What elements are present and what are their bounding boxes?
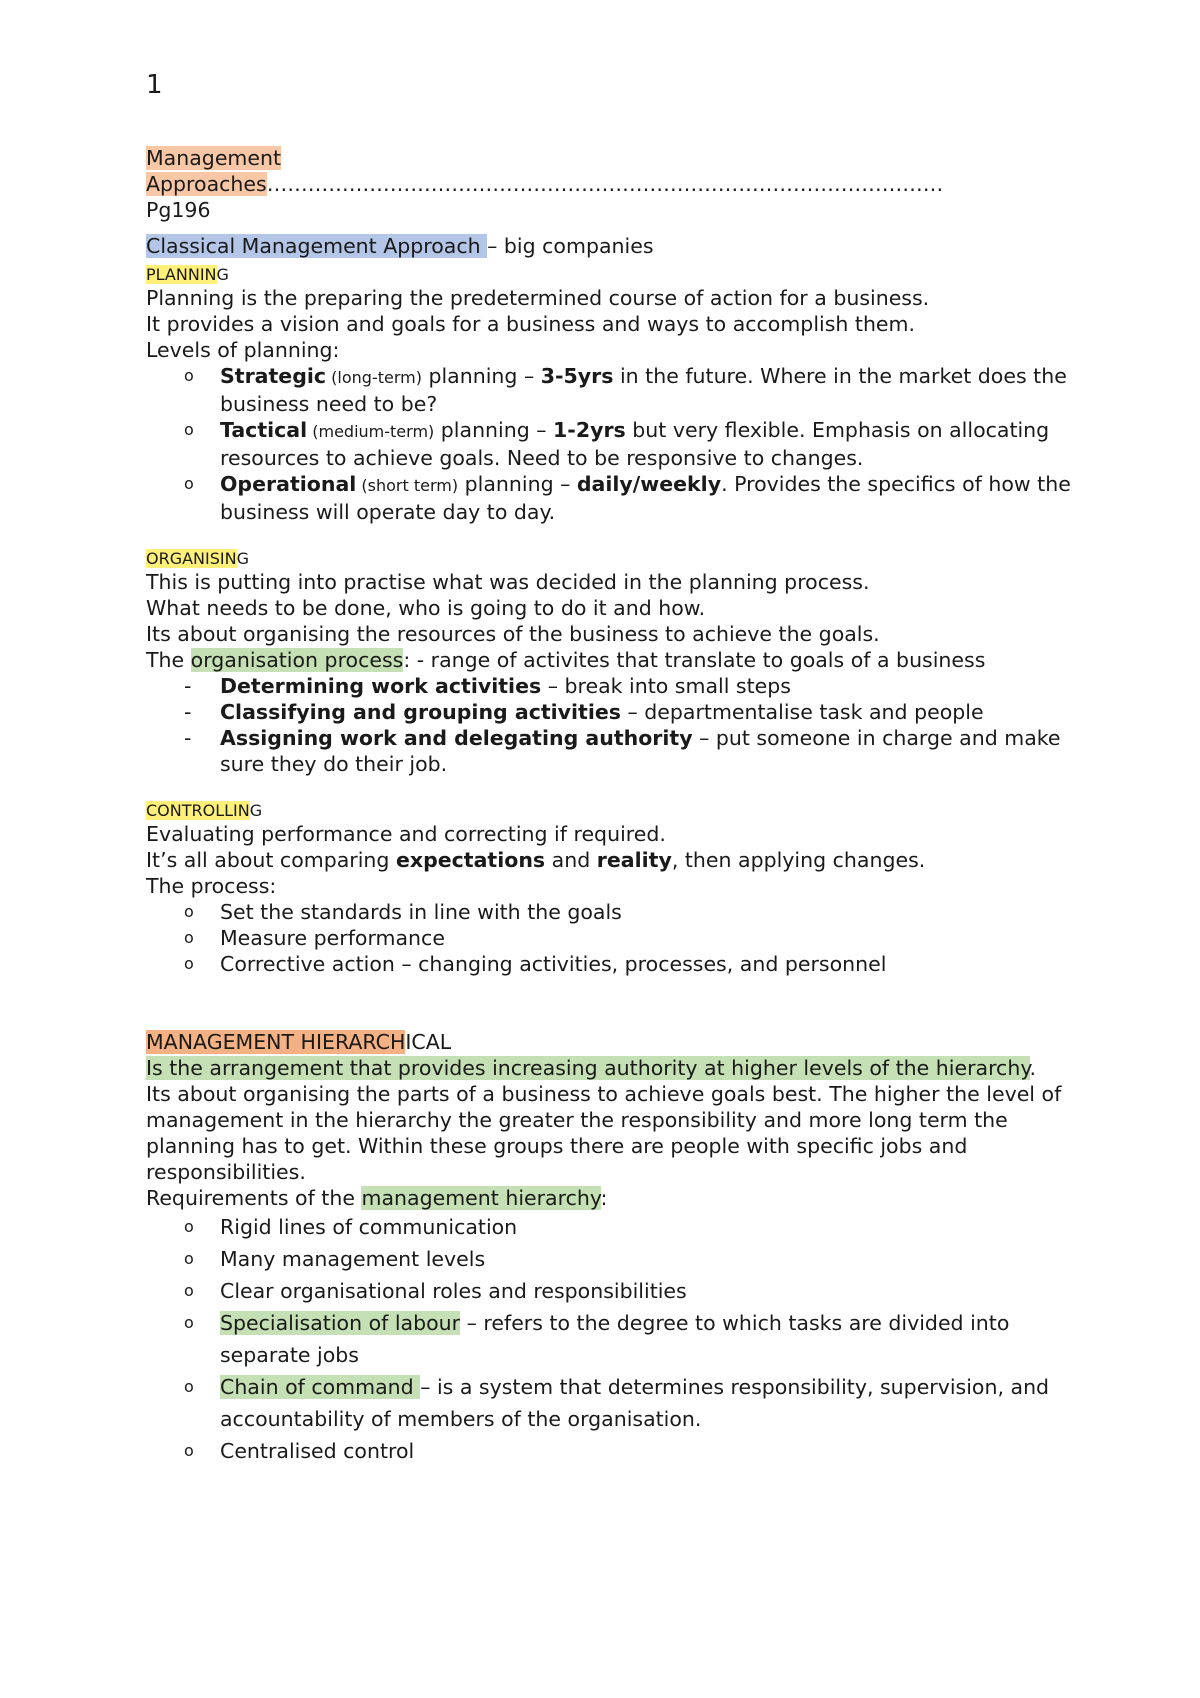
- toc-title-line2: Approaches: [146, 172, 267, 196]
- planning-section: [146, 265, 1096, 525]
- planning-para-3: Levels of planning:: [146, 338, 340, 362]
- classical-highlight: Classical Management Approach: [146, 234, 488, 258]
- planning-para-1: Planning is the preparing the predetermined course of action for a business.: [146, 286, 930, 310]
- organising-para-2: What needs to be done, who is going to do it and how.: [146, 596, 706, 620]
- list-item: o Many management levels: [184, 1247, 486, 1271]
- controlling-para-1: Evaluating performance and correcting if required.: [146, 822, 666, 846]
- list-item: o Specialisation of labour – refers to the degree to which tasks are divided into separate jobs: [184, 1311, 1010, 1367]
- hierarchy-requirements-intro: Requirements of the management hierarchy:: [146, 1186, 608, 1210]
- planning-heading: PLANNING: [146, 265, 229, 284]
- organising-section: [146, 549, 1096, 777]
- list-item: o Corrective action – changing activities, processes, and personnel: [184, 952, 887, 976]
- organising-heading: ORGANISING: [146, 549, 249, 568]
- list-item: o Operational (short term) planning – daily/weekly. Provides the specifics of how the business will operate day to day.: [184, 472, 1071, 524]
- toc-leader-dots: ………………………………………………………………………………………: [266, 172, 944, 196]
- controlling-heading: CONTROLLING: [146, 801, 263, 820]
- classical-heading: [146, 233, 1096, 259]
- list-item: o Tactical (medium-term) planning – 1-2yrs but very flexible. Emphasis on allocating resources to achieve goals. Need to be responsive to changes.: [184, 418, 1050, 470]
- hierarchy-heading: MANAGEMENT HIERARCHICAL: [146, 1030, 452, 1054]
- organising-para-1: This is putting into practise what was decided in the planning process.: [146, 570, 870, 594]
- controlling-process-list: [146, 899, 1096, 977]
- list-item: o Rigid lines of communication: [184, 1215, 518, 1239]
- toc-title-line1: Management: [146, 146, 282, 170]
- toc-page-ref: Pg196: [146, 198, 211, 222]
- page-number: 1: [146, 70, 163, 100]
- list-item: - Assigning work and delegating authority – put someone in charge and make sure they do their job.: [184, 726, 1061, 776]
- controlling-para-3: The process:: [146, 874, 277, 898]
- organising-para-3: Its about organising the resources of the business to achieve the goals.: [146, 622, 880, 646]
- list-item: o Chain of command – is a system that determines responsibility, supervision, and accountability of members of the organisation.: [184, 1375, 1050, 1431]
- planning-levels-list: [146, 363, 1096, 525]
- hierarchy-section: [146, 1029, 1096, 1467]
- organising-para-4: The organisation process: - range of activites that translate to goals of a business: [146, 648, 986, 672]
- planning-para-2: It provides a vision and goals for a business and ways to accomplish them.: [146, 312, 916, 336]
- controlling-para-2: It’s all about comparing expectations and reality, then applying changes.: [146, 848, 926, 872]
- list-item: - Classifying and grouping activities – departmentalise task and people: [184, 700, 984, 724]
- hierarchy-para-1: Its about organising the parts of a business to achieve goals best. The higher the level of management in the hierarchy the greater the responsibility and more long term the planning has to get. Within these groups there are people with specific jobs and responsibilities.: [146, 1082, 1062, 1184]
- list-item: - Determining work activities – break into small steps: [184, 674, 791, 698]
- classical-rest: – big companies: [487, 234, 654, 258]
- hierarchy-requirements-list: [146, 1211, 1096, 1467]
- list-item: o Clear organisational roles and responsibilities: [184, 1279, 687, 1303]
- toc-entry: [146, 145, 1096, 223]
- list-item: o Set the standards in line with the goals: [184, 900, 622, 924]
- organisation-process-list: [146, 673, 1096, 777]
- document-body: [146, 145, 1096, 1467]
- controlling-section: [146, 801, 1096, 977]
- list-item: o Centralised control: [184, 1439, 415, 1463]
- list-item: o Strategic (long-term) planning – 3-5yrs in the future. Where in the market does the business need to be?: [184, 364, 1067, 416]
- list-item: o Measure performance: [184, 926, 445, 950]
- hierarchy-definition: Is the arrangement that provides increasing authority at higher levels of the hierarchy.: [146, 1056, 1037, 1080]
